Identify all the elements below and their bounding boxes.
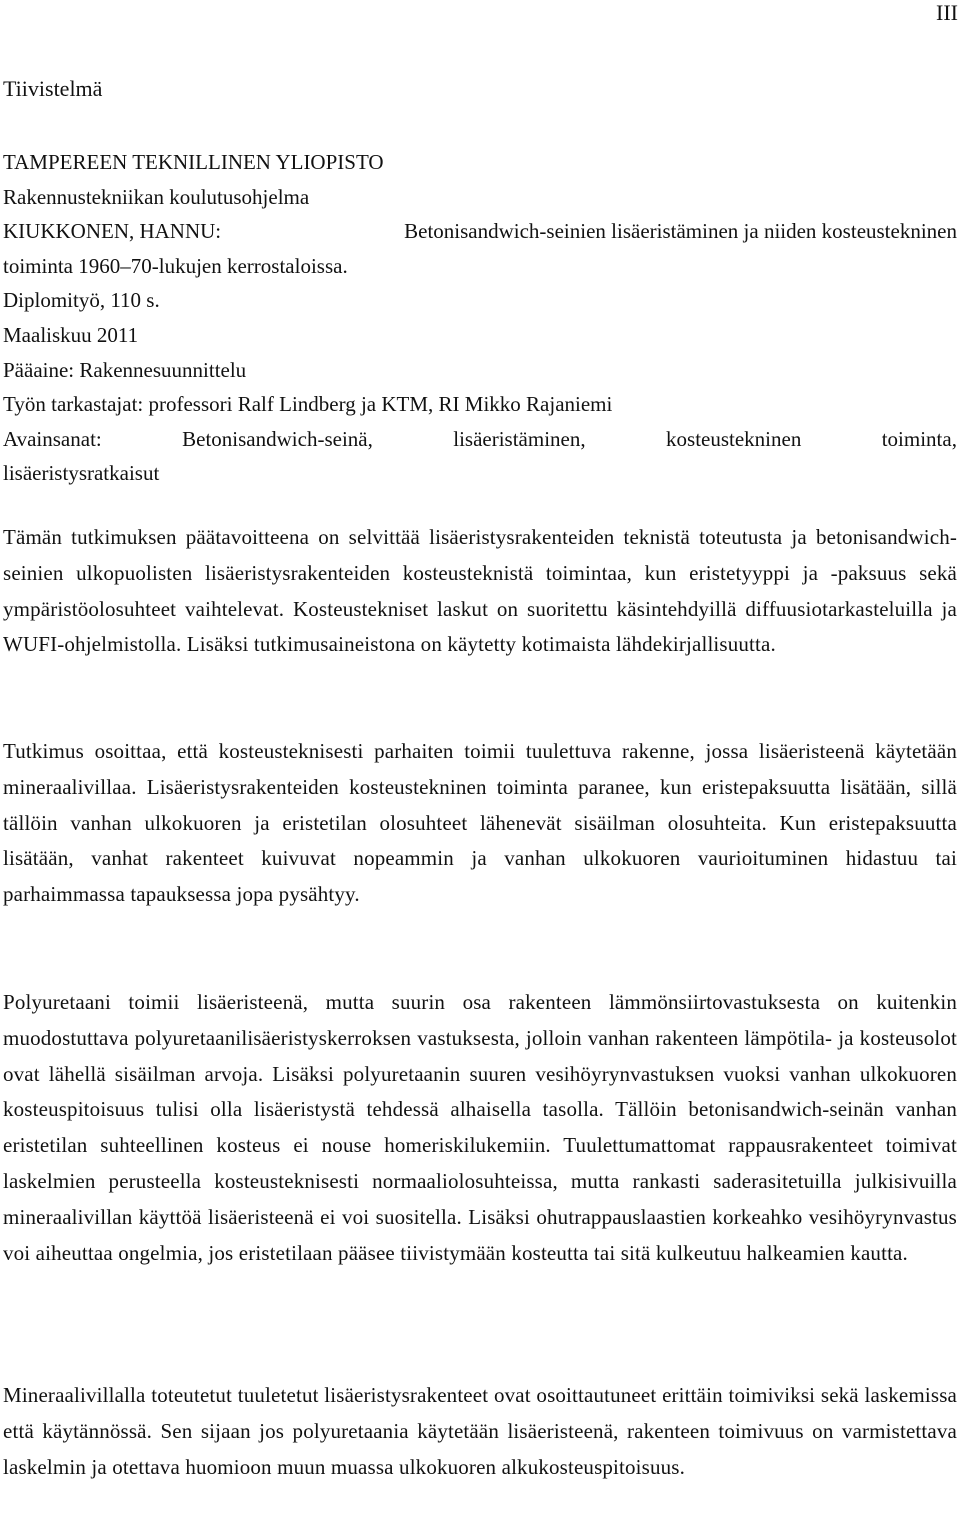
- keyword-word: toiminta,: [881, 426, 957, 451]
- author-name: KIUKKONEN, HANNU:: [3, 219, 222, 244]
- keywords-line-1: [3, 422, 957, 457]
- thesis-metadata: [3, 145, 957, 491]
- major-subject: Pääaine: Rakennesuunnittelu: [3, 357, 247, 382]
- keywords-line-2: lisäeristysratkaisut: [3, 461, 160, 486]
- page-number: III: [936, 0, 958, 25]
- author-title-line: [3, 214, 957, 249]
- publication-date: Maaliskuu 2011: [3, 322, 139, 347]
- page-title: Tiivistelmä: [3, 76, 103, 101]
- keyword-word: lisäeristäminen,: [453, 426, 586, 451]
- keyword-word: kosteustekninen: [666, 426, 802, 451]
- keyword-word: Avainsanat:: [3, 426, 102, 451]
- abstract-paragraph-2: Tutkimus osoittaa, että kosteusteknisesti parhaiten toimii tuulettuva rakenne, jossa lisäeristeenä käytetään mineraalivillaa. Lisäeristysrakenteiden kosteustekninen toiminta paranee, kun eristepaksuutta lisätään, sillä tällöin vanhan ulkokuoren ja eristetilan olosuhteet lähenevät sisäilman olosuhteita. Kun eristepaksuutta lisätään, vanhat rakenteet kuivuvat nopeammin ja vanhan ulkokuoren vaurioituminen hidastuu tai parhaimmassa tapauksessa jopa pysähtyy.: [3, 739, 957, 907]
- keyword-word: Betonisandwich-seinä,: [182, 426, 373, 451]
- degree-programme: Rakennustekniikan koulutusohjelma: [3, 184, 310, 209]
- thesis-title-part2: toiminta 1960–70-lukujen kerrostaloissa.: [3, 253, 348, 278]
- examiners: Työn tarkastajat: professori Ralf Lindberg ja KTM, RI Mikko Rajaniemi: [3, 392, 613, 417]
- abstract-paragraph-1: Tämän tutkimuksen päätavoitteena on selvittää lisäeristysrakenteiden teknistä toteutusta ja betonisandwich-seinien ulkopuolisten lisäeristysrakenteiden kosteusteknistä toimintaa, kun eristetyyppi ja -paksuus sekä ympäristöolosuhteet vaihtelevat. Kosteustekniset laskut on suoritettu käsintehdyillä diffuusiotarkasteluilla ja WUFI-ohjelmistolla. Lisäksi tutkimusaineistona on käytetty kotimaista lähdekirjallisuutta.: [3, 525, 957, 657]
- thesis-type-pages: Diplomityö, 110 s.: [3, 288, 160, 313]
- abstract-paragraph-3: Polyuretaani toimii lisäeristeenä, mutta suurin osa rakenteen lämmönsiirtovastuksesta on kuitenkin muodostuttava polyuretaanilisäeristyskerroksen vastuksesta, jolloin vanhan rakenteen lämpötila- ja kosteusolot ovat lähellä sisäilman arvoja. Lisäksi polyuretaanin suuren vesihöyrynvastuksen vuoksi vanhan ulkokuoren kosteuspitoisuus tulisi olla lisäeristystä tehdessä alhaisella tasolla. Tällöin betonisandwich-seinän vanhan eristetilan suhteellinen kosteus ei nouse homeriskilukemiin. Tuulettumattomat rappausrakenteet toimivat laskelmien perusteella kosteusteknisesti normaaliolosuhteissa, mutta rankasti saderasitetuilla julkisivuilla mineraalivillan käyttöä lisäeristeenä ei voi suositella. Lisäksi ohutrappauslaastien korkeahko vesihöyrynvastus voi aiheuttaa ongelmia, jos eristetilaan pääsee tiivistymään kosteutta tai sitä kulkeutuu halkeamien kautta.: [3, 990, 957, 1265]
- thesis-title-part1: Betonisandwich-seinien lisäeristäminen ja niiden kosteustekninen: [404, 219, 957, 244]
- abstract-paragraph-4: Mineraalivillalla toteutetut tuuletetut lisäeristysrakenteet ovat osoittautuneet erittäin toimiviksi sekä laskemissa että käytännössä. Sen sijaan jos polyuretaania käytetään lisäeristeenä, rakenteen toimivuus on varmistettava laskelmin ja otettava huomioon muun muassa ulkokuoren alkukosteuspitoisuus.: [3, 1383, 957, 1479]
- university-name: TAMPEREEN TEKNILLINEN YLIOPISTO: [3, 150, 384, 174]
